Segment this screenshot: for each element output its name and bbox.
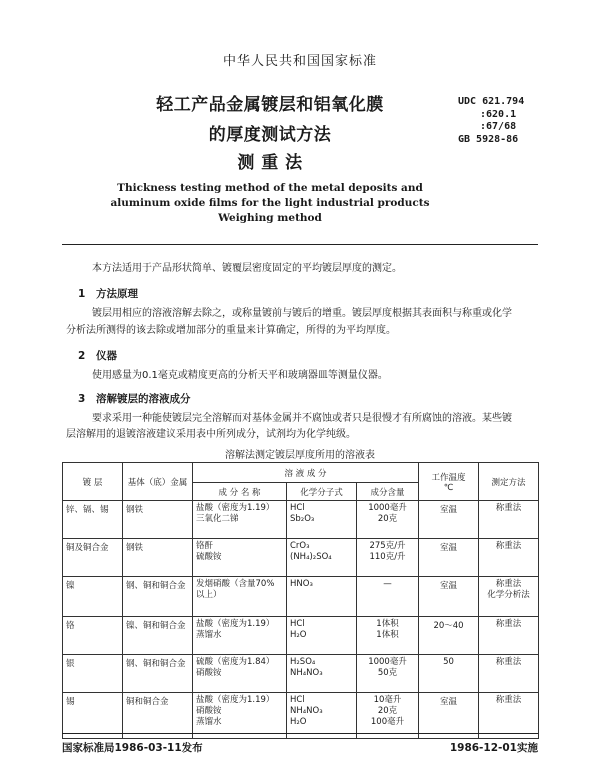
udc-code-2: :620.1 [480,109,517,120]
cell-contents-line: 20克 [377,514,398,524]
cell-contents [357,539,419,577]
header-temp-unit: ℃ [443,482,454,493]
cell-substrate: 钢、铜和铜合金 [123,655,193,693]
cell-components-line: 蒸馏水 [196,717,222,727]
header-temp-label: 工作温度 [431,472,466,483]
cell-components-line: 发烟硝酸（含量70% [196,579,275,589]
cell-substrate: 铜和铜合金 [123,693,193,739]
cell-coating: 铬 [63,617,123,655]
cell-contents-line: 20克 [377,706,398,716]
cell-formulas-line: CrO₃ [290,541,310,551]
cell-contents [357,501,419,539]
cell-contents-line: 1体积 [376,619,399,629]
table-row [63,577,539,617]
cell-substrate: 钢、铜和铜合金 [123,577,193,617]
cell-contents [357,577,419,617]
table-body [63,501,539,739]
cell-temp: 20～40 [419,617,479,655]
cell-coating: 锡 [63,693,123,739]
header-component: 成 分 名 称 [193,483,287,501]
cell-method [479,577,539,617]
title-en-line1: Thickness testing method of the metal deposits and [117,182,423,194]
header-divider [62,244,538,245]
cell-substrate: 钢铁 [123,539,193,577]
cell-formulas-line: HCl [290,695,305,705]
cell-temp: 室温 [419,693,479,739]
cell-method-line: 称重法 [495,657,522,667]
section-3-body-line1: 要求采用一种能使镀层完全溶解而对基体金属并不腐蚀或者只是很慢才有所腐蚀的溶液。某些镀 [92,413,512,424]
cell-temp: 50 [419,655,479,693]
cell-formulas-line: Sb₂O₃ [290,514,315,524]
section-2-number: 2 [78,350,86,362]
cell-components [193,617,287,655]
cell-method [479,693,539,739]
header-method: 测定方法 [479,463,539,501]
cell-formulas-line: NH₄NO₃ [290,706,323,716]
cell-substrate: 镍、铜和铜合金 [123,617,193,655]
solution-table [62,462,539,739]
cell-formulas [287,539,357,577]
cell-formulas-line: NH₄NO₃ [290,668,323,678]
cell-temp: 室温 [419,577,479,617]
section-2-heading [78,348,117,363]
cell-contents-line: 1体积 [376,630,399,640]
cell-components-line: 硫酸（密度为1.84） [196,657,275,667]
header-coating: 镀 层 [63,463,123,501]
cell-method-line: 称重法 [495,619,522,629]
cell-temp: 室温 [419,539,479,577]
title-cn-line1: 轻工产品金属镀层和铝氧化膜 [156,95,384,115]
cell-contents-line: — [383,579,392,589]
title-cn-line3: 测 重 法 [237,153,303,173]
section-3-number: 3 [78,393,86,405]
udc-code: UDC 621.794 [458,96,525,107]
cell-formulas-line: (NH₄)₂SO₄ [290,552,332,562]
cell-components [193,577,287,617]
cell-contents-line: 100毫升 [370,717,405,727]
section-1-title: 方法原理 [96,288,138,300]
cell-formulas-line: H₂O [290,630,307,640]
cell-method [479,617,539,655]
table-row [63,617,539,655]
cell-components-line: 盐酸（密度为1.19） [196,619,275,629]
udc-code-3: :67/68 [480,121,517,132]
cell-temp: 室温 [419,501,479,539]
cell-components-line: 铬酐 [196,541,214,551]
cell-formulas-line: HCl [290,619,305,629]
cell-contents-line: 50克 [377,668,398,678]
cell-components-line: 盐酸（密度为1.19） [196,695,275,705]
cell-formulas [287,655,357,693]
cell-contents-line: 10毫升 [373,695,402,705]
cell-formulas-line: H₂O [290,717,307,727]
cell-coating: 镍 [63,577,123,617]
cell-coating: 锌、镉、锡 [63,501,123,539]
cell-method-line: 称重法 [495,695,522,705]
cell-contents-line: 1000毫升 [368,657,407,667]
table-header-row [63,463,539,483]
issue-date: 国家标准局1986-03-11发布 [62,742,203,754]
table-row [63,655,539,693]
section-2-body-line1: 使用感量为0.1毫克或精度更高的分析天平和玻璃器皿等测量仪器。 [92,370,388,381]
header-formula: 化学分子式 [287,483,357,501]
cell-components-line: 硝酸铵 [196,668,222,678]
section-2-title: 仪器 [96,350,117,362]
header-solution: 溶 液 成 分 [193,463,419,483]
cell-components-line: 蒸馏水 [196,630,222,640]
cell-method [479,539,539,577]
section-1-body-line1: 镀层用相应的溶液溶解去除之，或称量镀前与镀后的增重。镀层厚度根据其表面积与称重或化学 [92,308,512,319]
section-3-title: 溶解镀层的溶液成分 [96,393,191,405]
cell-formulas [287,693,357,739]
effective-date: 1986-12-01实施 [449,742,538,754]
cell-contents-line: 110克/升 [369,552,406,562]
header-content: 成分含量 [357,483,419,501]
cell-formulas [287,501,357,539]
header-temp [419,463,479,501]
cell-method-line: 称重法 [495,579,522,589]
title-en-line2: aluminum oxide films for the light industrial products [110,197,430,209]
footer-divider [62,733,538,734]
cell-contents-line: 1000毫升 [368,503,407,513]
cell-components-line: 盐酸（密度为1.19） [196,503,275,513]
cell-components-line: 三氧化二锑 [196,514,239,524]
table-row [63,693,539,739]
cell-method-line: 化学分析法 [487,590,530,600]
section-1-body-line2: 分析法所测得的该去除或增加部分的重量来计算确定，所得的为平均厚度。 [66,325,396,336]
cell-contents-line: 275克/升 [369,541,406,551]
section-1-number: 1 [78,288,86,300]
title-en-line3: Weighing method [218,212,322,224]
title-cn-line2: 的厚度测试方法 [208,125,332,145]
intro-paragraph: 本方法适用于产品形状简单、镀覆层密度固定的平均镀层厚度的测定。 [92,263,402,274]
cell-coating: 银 [63,655,123,693]
table-caption: 溶解法测定镀层厚度所用的溶液表 [225,450,375,461]
cell-formulas-line: HCl [290,503,305,513]
cell-components-line: 硫酸铵 [196,552,222,562]
cell-contents [357,617,419,655]
header-substrate: 基体（底）金属 [123,463,193,501]
cell-formulas-line: H₂SO₄ [290,657,316,667]
cell-components [193,539,287,577]
cell-components [193,693,287,739]
cell-contents [357,655,419,693]
cell-method-line: 称重法 [495,541,522,551]
cell-contents [357,693,419,739]
cell-substrate: 钢铁 [123,501,193,539]
standard-org-header: 中华人民共和国国家标准 [222,54,377,69]
gb-code: GB 5928-86 [458,134,519,145]
cell-components-line: 硝酸铵 [196,706,222,716]
cell-method [479,501,539,539]
cell-method [479,655,539,693]
table-row [63,539,539,577]
cell-formulas-line: HNO₃ [290,579,313,589]
section-3-heading [78,391,191,406]
table-row [63,501,539,539]
cell-components [193,655,287,693]
cell-formulas [287,617,357,655]
section-1-heading [78,286,138,301]
cell-components-line: 以上） [196,590,222,600]
cell-components [193,501,287,539]
cell-method-line: 称重法 [495,503,522,513]
section-3-body-line2: 层溶解用的退镀溶液建议采用表中所列成分，试剂均为化学纯级。 [66,429,356,440]
cell-coating: 铜及铜合金 [63,539,123,577]
cell-formulas [287,577,357,617]
